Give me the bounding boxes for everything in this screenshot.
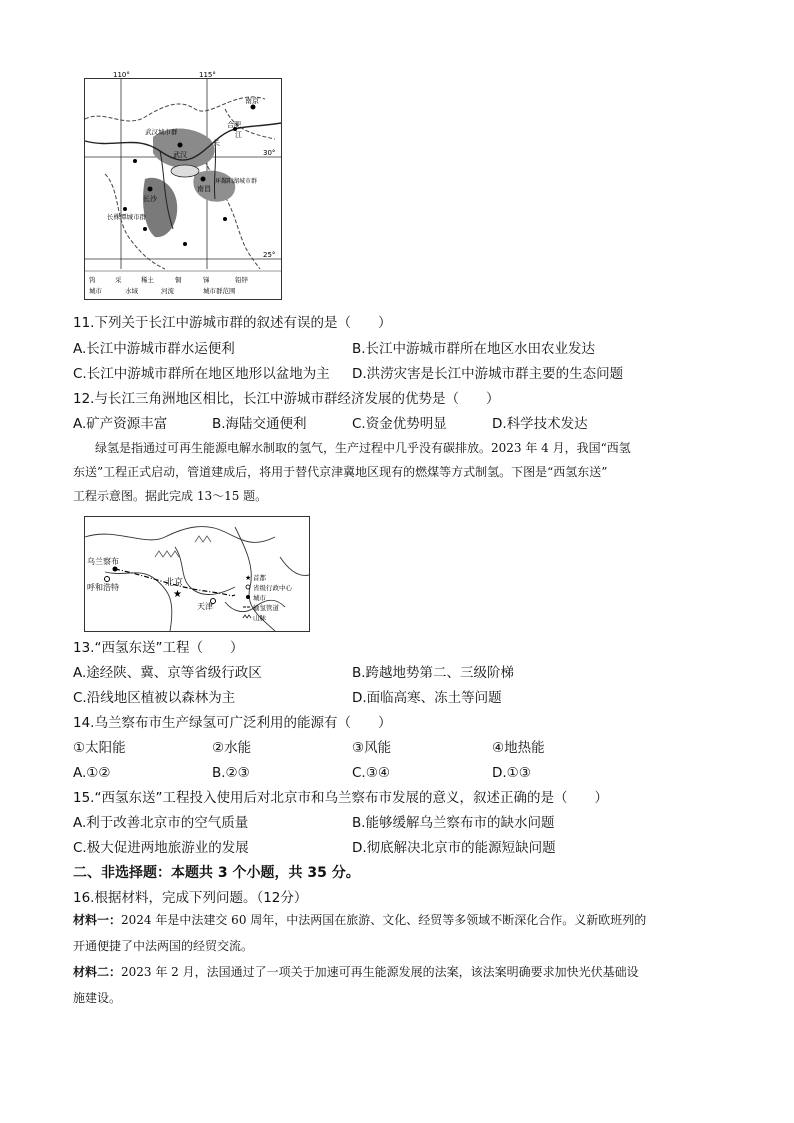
q12-stem: 12.与长江三角洲地区相比，长江中游城市群经济发展的优势是（ ） (73, 391, 500, 407)
q12-option-a[interactable]: A.矿产资源丰富 (73, 416, 168, 432)
q13-stem: 13.“西氢东送”工程（ ） (73, 640, 244, 656)
map1-legend-item: 水域 (125, 287, 138, 295)
map2-legend-item: 省级行政中心 (253, 584, 292, 592)
map2-label: 乌兰察布 (87, 557, 119, 566)
map1-legend-item: 采 (115, 276, 122, 284)
q14-option-b[interactable]: B.②③ (212, 765, 250, 781)
q11-stem: 11.下列关于长江中游城市群的叙述有误的是（ ） (73, 315, 392, 331)
map1-coord-label: 30° (263, 149, 276, 157)
q14-item: ②水能 (212, 740, 252, 756)
map2-label: 呼和浩特 (87, 583, 119, 592)
map2-legend-item: 山脉 (253, 614, 266, 622)
passage-line: 绿氢是指通过可再生能源电解水制取的氢气，生产过程中几乎没有碳排放。2023 年 4 月，我国“西氢 (95, 441, 631, 455)
map1-place-label: 长沙 (143, 195, 157, 203)
material-text: 2023 年 2 月，法国通过了一项关于加速可再生能源发展的法案，该法案明确要求加快光伏基础设 (121, 965, 639, 979)
capital-star-icon: ★ (173, 589, 182, 600)
map1-place-label: 合肥 (227, 121, 241, 129)
map2-label: 天津 (197, 602, 213, 611)
map1-place-label: 南京 (245, 97, 259, 105)
q16-stem: 16.根据材料，完成下列问题。（12分） (73, 890, 308, 906)
q13-option-a[interactable]: A.途经陕、冀、京等省级行政区 (73, 665, 262, 681)
q15-option-d[interactable]: D.彻底解决北京市的能源短缺问题 (352, 840, 556, 856)
map1-legend-item: 稀土 (141, 276, 154, 284)
q11-option-d[interactable]: D.洪涝灾害是长江中游城市群主要的生态问题 (352, 366, 624, 382)
map1-place-label: 环鄱阳湖城市群 (215, 178, 258, 185)
star-icon: ★ (245, 574, 252, 582)
q12-option-c[interactable]: C.资金优势明显 (352, 416, 447, 432)
q15-option-b[interactable]: B.能够缓解乌兰察布市的缺水问题 (352, 815, 555, 831)
q12-option-b[interactable]: B.海陆交通便利 (212, 416, 307, 432)
q13-option-b[interactable]: B.跨越地势第二、三级阶梯 (352, 665, 515, 681)
map1-place-label: 长 (213, 139, 220, 147)
q11-option-b[interactable]: B.长江中游城市群所在地区水田农业发达 (352, 341, 596, 357)
q15-option-c[interactable]: C.极大促进两地旅游业的发展 (73, 840, 249, 856)
material-1 (73, 908, 646, 932)
map1-legend-item: 钨 (89, 276, 96, 284)
material-2 (73, 960, 639, 984)
west-hydrogen-east-map (84, 516, 310, 632)
map1-place-label: 武汉 (173, 151, 187, 159)
map2-label: 北京 (165, 578, 184, 588)
section-heading: 二、非选择题：本题共 3 个小题，共 35 分。 (73, 865, 360, 881)
material-text: 2024 年是中法建交 60 周年，中法两国在旅游、文化、经贸等多领域不断深化合作。义新欧班列的 (121, 913, 647, 927)
q14-item: ④地热能 (492, 740, 545, 756)
q14-option-d[interactable]: D.①③ (492, 765, 531, 781)
passage-line: 东送”工程正式启动，管道建成后，将用于替代京津冀地区现有的燃煤等方式制氢。下图是“西氢东送” (73, 465, 608, 479)
material-label: 材料二： (73, 965, 122, 979)
q13-option-d[interactable]: D.面临高寒、冻土等问题 (352, 690, 502, 706)
map1-place-label: 武汉城市群 (145, 128, 178, 136)
q15-stem: 15.“西氢东送”工程投入使用后对北京市和乌兰察布市发展的意义，叙述正确的是（ ） (73, 790, 608, 806)
q14-item: ①太阳能 (73, 740, 126, 756)
map1-coord-label: 110° (113, 71, 130, 79)
q14-option-c[interactable]: C.③④ (352, 765, 390, 781)
q14-option-a[interactable]: A.①② (73, 765, 111, 781)
material-text: 开通便捷了中法两国的经贸交流。 (73, 939, 254, 953)
q14-stem: 14.乌兰察布市生产绿氢可广泛利用的能源有（ ） (73, 715, 392, 731)
material-text: 施建设。 (73, 991, 122, 1005)
map1-place-label: 江 (235, 131, 242, 139)
map1-place-label: 长株潭城市群 (107, 213, 146, 221)
q15-option-a[interactable]: A.利于改善北京市的空气质量 (73, 815, 249, 831)
yangtze-middle-reaches-map (84, 71, 282, 300)
map1-legend-item: 城市群范围 (203, 287, 236, 295)
map2-legend-item: 城市 (253, 594, 266, 602)
map1-legend-item: 锑 (203, 276, 210, 284)
map2-legend-item: 首都 (253, 574, 266, 582)
map1-legend-item: 铜 (175, 276, 182, 284)
passage-line: 工程示意图。据此完成 13～15 题。 (73, 489, 268, 503)
map1-coord-label: 115° (199, 71, 216, 79)
map1-legend-item: 河流 (161, 287, 174, 295)
material-label: 材料一： (73, 913, 122, 927)
map2-legend-item: 输氢管道 (253, 604, 279, 612)
map1-place-label: 南昌 (197, 185, 211, 193)
q12-option-d[interactable]: D.科学技术发达 (492, 416, 588, 432)
q11-option-a[interactable]: A.长江中游城市群水运便利 (73, 341, 235, 357)
q14-item: ③风能 (352, 740, 392, 756)
q13-option-c[interactable]: C.沿线地区植被以森林为主 (73, 690, 236, 706)
map1-coord-label: 25° (263, 251, 276, 259)
q11-option-c[interactable]: C.长江中游城市群所在地区地形以盆地为主 (73, 366, 330, 382)
map1-legend-item: 城市 (89, 287, 102, 295)
map1-legend-item: 铅锌 (235, 276, 248, 284)
